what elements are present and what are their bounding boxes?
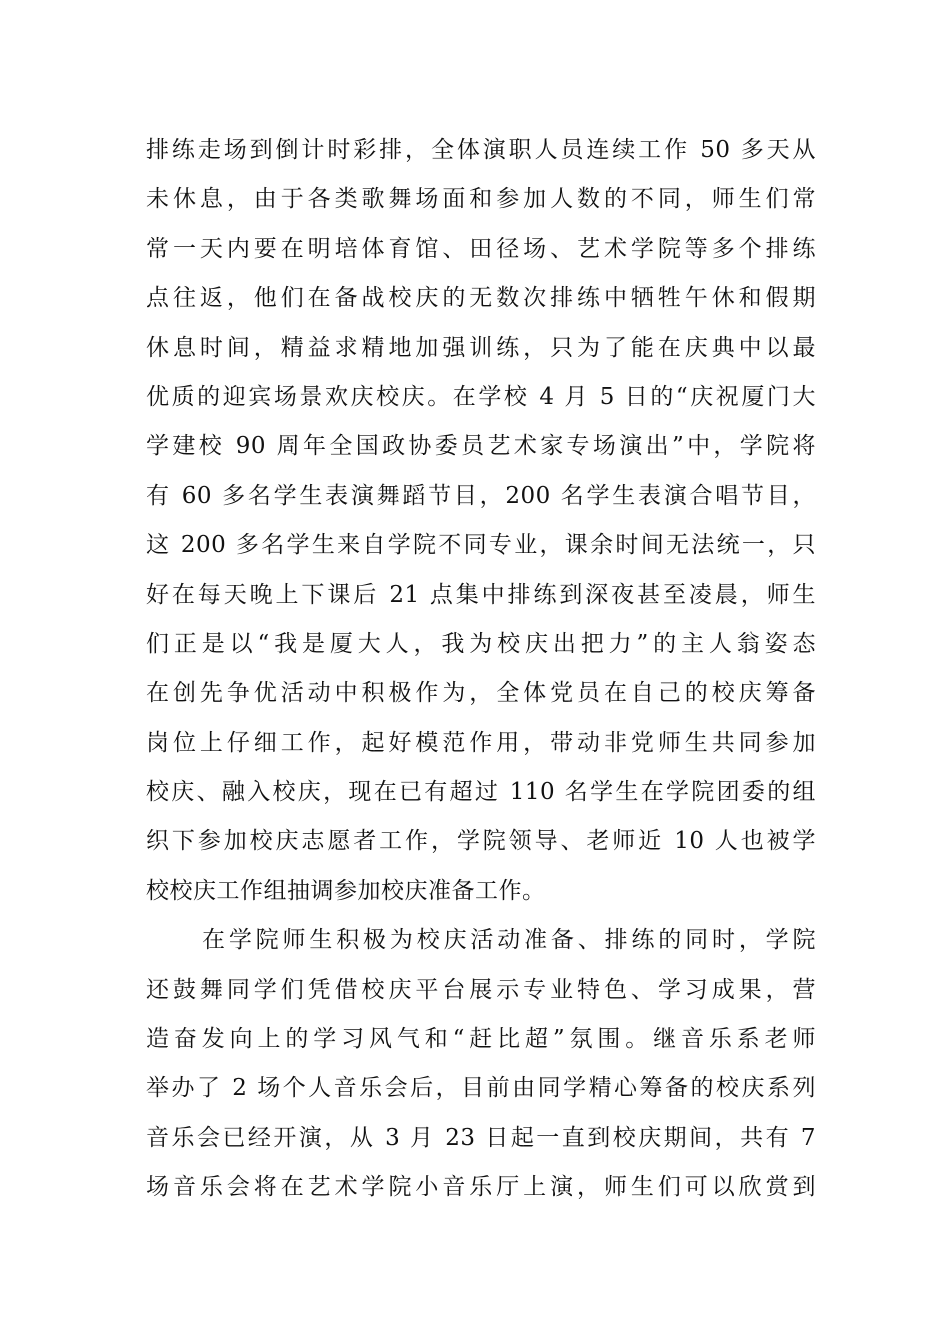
text-line: 有 60 多名学生表演舞蹈节目，200 名学生表演合唱节目， [146,482,816,509]
text-line: 优质的迎宾场景欢庆校庆。在学校 4 月 5 日的“庆祝厦门大 [146,383,816,410]
text-line: 场音乐会将在艺术学院小音乐厅上演，师生们可以欣赏到 [146,1174,816,1201]
text-line: 在学院师生积极为校庆活动准备、排练的同时，学院 [202,927,816,954]
text-line: 点往返，他们在备战校庆的无数次排练中牺牲午休和假期 [146,285,816,312]
paragraph-1 [146,126,816,916]
text-line: 学建校 90 周年全国政协委员艺术家专场演出”中，学院将 [146,433,816,460]
text-line: 织下参加校庆志愿者工作，学院领导、老师近 10 人也被学 [146,828,816,855]
text-line: 校庆、融入校庆，现在已有超过 110 名学生在学院团委的组 [146,779,816,806]
text-line: 举办了 2 场个人音乐会后，目前由同学精心筹备的校庆系列 [146,1075,816,1102]
text-line: 还鼓舞同学们凭借校庆平台展示专业特色、学习成果，营 [146,976,816,1003]
text-line: 音乐会已经开演，从 3 月 23 日起一直到校庆期间，共有 7 [146,1124,816,1151]
text-line: 常一天内要在明培体育馆、田径场、艺术学院等多个排练 [146,235,816,262]
text-line: 好在每天晚上下课后 21 点集中排练到深夜甚至凌晨，师生 [146,581,816,608]
text-line: 校校庆工作组抽调参加校庆准备工作。 [146,877,546,904]
text-line: 岗位上仔细工作，起好模范作用，带动非党师生共同参加 [146,729,816,756]
text-line: 排练走场到倒计时彩排，全体演职人员连续工作 50 多天从 [146,137,816,163]
text-line: 造奋发向上的学习风气和“赶比超”氛围。继音乐系老师 [146,1026,816,1053]
paragraph-2 [146,916,816,1212]
text-line: 这 200 多名学生来自学院不同专业，课余时间无法统一，只 [146,532,816,559]
text-line: 们正是以“我是厦大人，我为校庆出把力”的主人翁姿态 [146,630,816,657]
text-line: 在创先争优活动中积极作为，全体党员在自己的校庆筹备 [146,680,816,707]
text-line: 未休息，由于各类歌舞场面和参加人数的不同，师生们常 [146,186,816,213]
text-line: 休息时间，精益求精地加强训练，只为了能在庆典中以最 [146,334,816,361]
body-text [146,126,816,1213]
